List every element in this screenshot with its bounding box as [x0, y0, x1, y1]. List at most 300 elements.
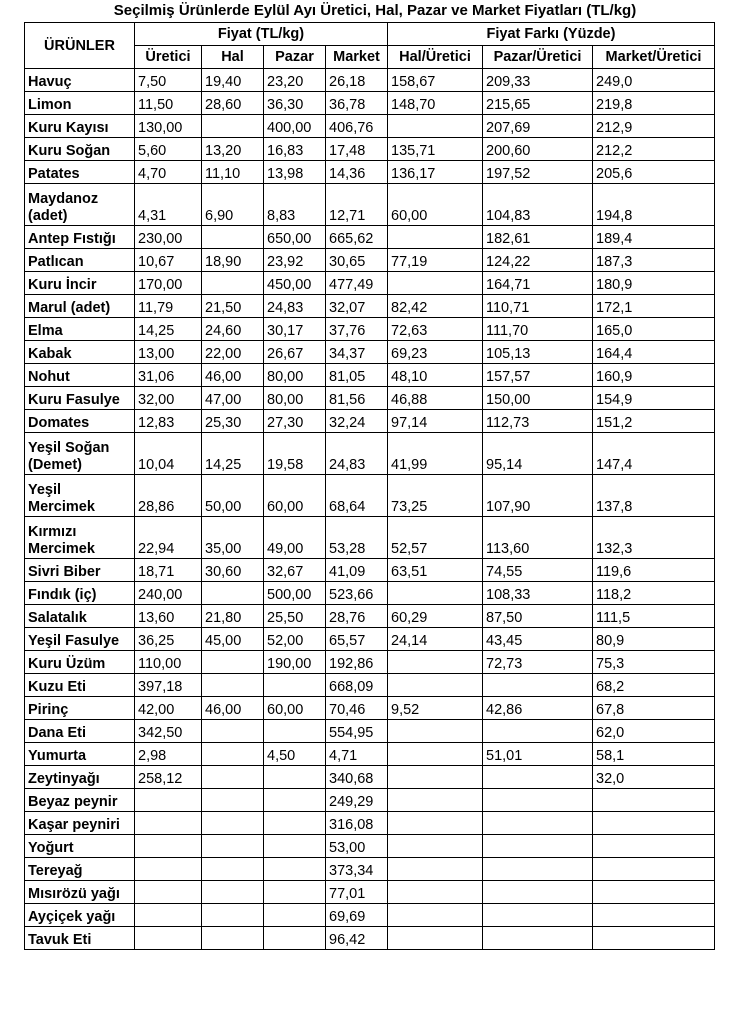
table-cell: 4,50: [264, 743, 326, 766]
product-name: Nohut: [25, 364, 135, 387]
table-row: [25, 433, 715, 475]
table-cell: [593, 789, 715, 812]
table-cell: 118,2: [593, 582, 715, 605]
table-cell: 72,63: [388, 318, 483, 341]
table-cell: [202, 789, 264, 812]
price-table: [24, 22, 715, 950]
table-cell: 113,60: [483, 517, 593, 559]
table-cell: 136,17: [388, 161, 483, 184]
table-cell: 53,00: [326, 835, 388, 858]
table-cell: 8,83: [264, 184, 326, 226]
table-cell: 164,4: [593, 341, 715, 364]
table-row: [25, 517, 715, 559]
table-cell: 182,61: [483, 226, 593, 249]
table-row: [25, 789, 715, 812]
table-cell: 10,67: [135, 249, 202, 272]
table-cell: 12,71: [326, 184, 388, 226]
table-cell: [264, 789, 326, 812]
product-name: Yoğurt: [25, 835, 135, 858]
table-row: [25, 184, 715, 226]
table-cell: 249,0: [593, 69, 715, 92]
table-cell: [202, 582, 264, 605]
table-cell: [202, 674, 264, 697]
table-cell: [483, 904, 593, 927]
product-name: Kuru Soğan: [25, 138, 135, 161]
table-cell: 164,71: [483, 272, 593, 295]
table-cell: 42,00: [135, 697, 202, 720]
table-cell: 157,57: [483, 364, 593, 387]
table-cell: 46,00: [202, 697, 264, 720]
table-cell: 316,08: [326, 812, 388, 835]
product-name: Yumurta: [25, 743, 135, 766]
table-cell: [202, 272, 264, 295]
table-cell: [483, 812, 593, 835]
table-cell: [483, 674, 593, 697]
table-cell: 50,00: [202, 475, 264, 517]
table-cell: [593, 927, 715, 950]
table-row: [25, 720, 715, 743]
table-row: [25, 812, 715, 835]
table-cell: [483, 789, 593, 812]
table-cell: 18,90: [202, 249, 264, 272]
table-cell: 18,71: [135, 559, 202, 582]
table-cell: 96,42: [326, 927, 388, 950]
table-cell: 30,17: [264, 318, 326, 341]
table-cell: 197,52: [483, 161, 593, 184]
table-cell: 41,99: [388, 433, 483, 475]
table-cell: 70,46: [326, 697, 388, 720]
table-cell: 28,86: [135, 475, 202, 517]
table-cell: [388, 582, 483, 605]
table-cell: 124,22: [483, 249, 593, 272]
table-cell: 209,33: [483, 69, 593, 92]
product-name: Kuru Kayısı: [25, 115, 135, 138]
table-cell: [388, 766, 483, 789]
table-cell: 11,79: [135, 295, 202, 318]
table-cell: [264, 881, 326, 904]
table-cell: 69,69: [326, 904, 388, 927]
table-cell: 158,67: [388, 69, 483, 92]
table-cell: 192,86: [326, 651, 388, 674]
table-cell: 10,04: [135, 433, 202, 475]
table-cell: [264, 766, 326, 789]
table-cell: 42,86: [483, 697, 593, 720]
table-cell: [202, 858, 264, 881]
table-row: [25, 364, 715, 387]
table-cell: 219,8: [593, 92, 715, 115]
table-cell: 200,60: [483, 138, 593, 161]
table-cell: 160,9: [593, 364, 715, 387]
table-cell: 25,30: [202, 410, 264, 433]
table-cell: 12,83: [135, 410, 202, 433]
header-products: ÜRÜNLER: [25, 23, 135, 69]
table-cell: 107,90: [483, 475, 593, 517]
table-cell: 340,68: [326, 766, 388, 789]
table-cell: 13,60: [135, 605, 202, 628]
header-group-diff: Fiyat Farkı (Yüzde): [388, 23, 715, 46]
table-cell: 32,67: [264, 559, 326, 582]
table-cell: 14,36: [326, 161, 388, 184]
table-row: [25, 341, 715, 364]
table-cell: [388, 743, 483, 766]
table-cell: 172,1: [593, 295, 715, 318]
header-pazar-uretici: Pazar/Üretici: [483, 46, 593, 69]
table-cell: 342,50: [135, 720, 202, 743]
product-name: Kuzu Eti: [25, 674, 135, 697]
table-cell: 23,92: [264, 249, 326, 272]
table-cell: 151,2: [593, 410, 715, 433]
product-name: Patates: [25, 161, 135, 184]
table-cell: 27,30: [264, 410, 326, 433]
table-cell: 13,20: [202, 138, 264, 161]
table-cell: 9,52: [388, 697, 483, 720]
table-cell: 32,00: [135, 387, 202, 410]
table-cell: 554,95: [326, 720, 388, 743]
table-row: [25, 387, 715, 410]
table-cell: 80,9: [593, 628, 715, 651]
table-cell: [388, 927, 483, 950]
table-cell: 7,50: [135, 69, 202, 92]
table-cell: 111,5: [593, 605, 715, 628]
table-cell: [202, 226, 264, 249]
header-pazar: Pazar: [264, 46, 326, 69]
table-cell: 130,00: [135, 115, 202, 138]
table-cell: 77,01: [326, 881, 388, 904]
table-cell: 26,67: [264, 341, 326, 364]
table-cell: [202, 812, 264, 835]
table-cell: [264, 904, 326, 927]
table-row: [25, 835, 715, 858]
table-cell: [202, 766, 264, 789]
product-name: Kabak: [25, 341, 135, 364]
table-cell: 32,07: [326, 295, 388, 318]
product-name: Pirinç: [25, 697, 135, 720]
table-row: [25, 766, 715, 789]
table-cell: 30,65: [326, 249, 388, 272]
product-name: Ayçiçek yağı: [25, 904, 135, 927]
table-cell: 105,13: [483, 341, 593, 364]
table-cell: 112,73: [483, 410, 593, 433]
table-cell: [264, 835, 326, 858]
table-cell: 46,88: [388, 387, 483, 410]
table-cell: 87,50: [483, 605, 593, 628]
table-cell: 13,00: [135, 341, 202, 364]
table-row: [25, 858, 715, 881]
table-cell: 187,3: [593, 249, 715, 272]
table-cell: [135, 881, 202, 904]
table-cell: 41,09: [326, 559, 388, 582]
table-cell: 46,00: [202, 364, 264, 387]
table-cell: 63,51: [388, 559, 483, 582]
table-cell: 52,00: [264, 628, 326, 651]
table-cell: [388, 272, 483, 295]
table-cell: 17,48: [326, 138, 388, 161]
table-cell: [135, 927, 202, 950]
table-cell: [593, 881, 715, 904]
table-cell: 43,45: [483, 628, 593, 651]
table-cell: 207,69: [483, 115, 593, 138]
header-row-groups: [25, 23, 715, 46]
table-cell: 37,76: [326, 318, 388, 341]
table-cell: 14,25: [135, 318, 202, 341]
table-cell: 205,6: [593, 161, 715, 184]
table-cell: 77,19: [388, 249, 483, 272]
table-row: [25, 927, 715, 950]
table-cell: 82,42: [388, 295, 483, 318]
table-cell: 31,06: [135, 364, 202, 387]
table-cell: 73,25: [388, 475, 483, 517]
table-row: [25, 249, 715, 272]
table-cell: 25,50: [264, 605, 326, 628]
table-cell: 80,00: [264, 364, 326, 387]
table-title: Seçilmiş Ürünlerde Eylül Ayı Üretici, Hal, Pazar ve Market Fiyatları (TL/kg): [113, 2, 637, 19]
table-cell: 523,66: [326, 582, 388, 605]
header-market: Market: [326, 46, 388, 69]
table-cell: 35,00: [202, 517, 264, 559]
product-name: Limon: [25, 92, 135, 115]
table-cell: 23,20: [264, 69, 326, 92]
product-name: Tavuk Eti: [25, 927, 135, 950]
table-cell: [388, 881, 483, 904]
table-cell: 60,00: [264, 475, 326, 517]
table-cell: 75,3: [593, 651, 715, 674]
table-cell: [388, 115, 483, 138]
table-cell: [593, 835, 715, 858]
table-cell: [202, 115, 264, 138]
product-name: Havuç: [25, 69, 135, 92]
table-cell: 135,71: [388, 138, 483, 161]
table-cell: 373,34: [326, 858, 388, 881]
table-cell: 24,83: [326, 433, 388, 475]
table-cell: [264, 720, 326, 743]
table-cell: [264, 812, 326, 835]
header-hal: Hal: [202, 46, 264, 69]
table-cell: 19,40: [202, 69, 264, 92]
table-cell: 400,00: [264, 115, 326, 138]
table-cell: 104,83: [483, 184, 593, 226]
table-row: [25, 559, 715, 582]
table-cell: 11,50: [135, 92, 202, 115]
table-cell: 194,8: [593, 184, 715, 226]
table-cell: 4,70: [135, 161, 202, 184]
table-cell: 26,18: [326, 69, 388, 92]
table-cell: 665,62: [326, 226, 388, 249]
table-cell: 81,56: [326, 387, 388, 410]
table-row: [25, 743, 715, 766]
product-name: Salatalık: [25, 605, 135, 628]
table-cell: 111,70: [483, 318, 593, 341]
product-name: Elma: [25, 318, 135, 341]
table-cell: [483, 927, 593, 950]
table-cell: 189,4: [593, 226, 715, 249]
table-cell: 110,00: [135, 651, 202, 674]
table-cell: 22,00: [202, 341, 264, 364]
table-cell: 450,00: [264, 272, 326, 295]
table-cell: 45,00: [202, 628, 264, 651]
product-name: Zeytinyağı: [25, 766, 135, 789]
table-cell: 68,2: [593, 674, 715, 697]
table-cell: 36,30: [264, 92, 326, 115]
table-cell: [388, 651, 483, 674]
table-cell: 51,01: [483, 743, 593, 766]
product-name: Kuru Üzüm: [25, 651, 135, 674]
header-group-price: Fiyat (TL/kg): [135, 23, 388, 46]
product-name: Kaşar peyniri: [25, 812, 135, 835]
table-cell: 68,64: [326, 475, 388, 517]
table-row: [25, 69, 715, 92]
table-cell: 74,55: [483, 559, 593, 582]
table-cell: 60,00: [388, 184, 483, 226]
table-cell: 147,4: [593, 433, 715, 475]
table-cell: 397,18: [135, 674, 202, 697]
table-cell: 180,9: [593, 272, 715, 295]
product-name: Patlıcan: [25, 249, 135, 272]
table-cell: 95,14: [483, 433, 593, 475]
table-cell: 65,57: [326, 628, 388, 651]
table-cell: [388, 858, 483, 881]
table-cell: [135, 904, 202, 927]
product-name: Maydanoz (adet): [25, 184, 135, 226]
header-market-uretici: Market/Üretici: [593, 46, 715, 69]
table-cell: 650,00: [264, 226, 326, 249]
table-cell: 477,49: [326, 272, 388, 295]
table-cell: 32,0: [593, 766, 715, 789]
table-cell: [135, 835, 202, 858]
table-cell: 53,28: [326, 517, 388, 559]
table-cell: [483, 720, 593, 743]
table-cell: [593, 858, 715, 881]
table-cell: [483, 766, 593, 789]
table-cell: 24,60: [202, 318, 264, 341]
table-cell: 28,60: [202, 92, 264, 115]
table-cell: 249,29: [326, 789, 388, 812]
table-cell: [135, 789, 202, 812]
product-name: Kuru Fasulye: [25, 387, 135, 410]
product-name: Beyaz peynir: [25, 789, 135, 812]
table-cell: [264, 927, 326, 950]
table-row: [25, 318, 715, 341]
table-cell: 230,00: [135, 226, 202, 249]
table-cell: 36,78: [326, 92, 388, 115]
table-cell: 4,71: [326, 743, 388, 766]
product-name: Yeşil Soğan (Demet): [25, 433, 135, 475]
table-cell: [264, 674, 326, 697]
table-cell: 150,00: [483, 387, 593, 410]
table-row: [25, 651, 715, 674]
product-name: Yeşil Mercimek: [25, 475, 135, 517]
table-cell: [388, 674, 483, 697]
table-row: [25, 605, 715, 628]
table-cell: 21,50: [202, 295, 264, 318]
table-cell: 97,14: [388, 410, 483, 433]
table-cell: 165,0: [593, 318, 715, 341]
product-name: Yeşil Fasulye: [25, 628, 135, 651]
table-row: [25, 138, 715, 161]
table-cell: [483, 835, 593, 858]
table-cell: [593, 812, 715, 835]
table-cell: 215,65: [483, 92, 593, 115]
table-cell: 154,9: [593, 387, 715, 410]
table-cell: 258,12: [135, 766, 202, 789]
table-cell: [483, 858, 593, 881]
product-name: Fındık (iç): [25, 582, 135, 605]
table-cell: 13,98: [264, 161, 326, 184]
table-cell: 49,00: [264, 517, 326, 559]
table-cell: 19,58: [264, 433, 326, 475]
table-cell: 108,33: [483, 582, 593, 605]
table-cell: 14,25: [202, 433, 264, 475]
product-name: Mısırözü yağı: [25, 881, 135, 904]
table-cell: [135, 858, 202, 881]
table-cell: [483, 881, 593, 904]
table-cell: [202, 904, 264, 927]
product-name: Tereyağ: [25, 858, 135, 881]
table-row: [25, 226, 715, 249]
table-cell: 406,76: [326, 115, 388, 138]
table-cell: 60,00: [264, 697, 326, 720]
table-row: [25, 161, 715, 184]
table-cell: 32,24: [326, 410, 388, 433]
table-cell: 24,83: [264, 295, 326, 318]
table-cell: [388, 904, 483, 927]
product-name: Kuru İncir: [25, 272, 135, 295]
table-cell: [202, 927, 264, 950]
table-cell: [202, 743, 264, 766]
table-cell: 190,00: [264, 651, 326, 674]
table-row: [25, 881, 715, 904]
table-cell: 137,8: [593, 475, 715, 517]
table-cell: 4,31: [135, 184, 202, 226]
table-cell: 170,00: [135, 272, 202, 295]
table-cell: [202, 881, 264, 904]
table-cell: [388, 812, 483, 835]
table-cell: [388, 720, 483, 743]
table-cell: 110,71: [483, 295, 593, 318]
table-cell: [264, 858, 326, 881]
table-cell: 24,14: [388, 628, 483, 651]
table-cell: 28,76: [326, 605, 388, 628]
table-cell: 81,05: [326, 364, 388, 387]
table-cell: 62,0: [593, 720, 715, 743]
table-row: [25, 115, 715, 138]
table-row: [25, 697, 715, 720]
table-cell: [202, 651, 264, 674]
table-row: [25, 475, 715, 517]
table-cell: 21,80: [202, 605, 264, 628]
table-cell: 72,73: [483, 651, 593, 674]
product-name: Sivri Biber: [25, 559, 135, 582]
table-cell: 2,98: [135, 743, 202, 766]
table-cell: 5,60: [135, 138, 202, 161]
table-cell: 52,57: [388, 517, 483, 559]
table-cell: 67,8: [593, 697, 715, 720]
table-row: [25, 674, 715, 697]
product-name: Domates: [25, 410, 135, 433]
product-name: Marul (adet): [25, 295, 135, 318]
header-hal-uretici: Hal/Üretici: [388, 46, 483, 69]
table-body: [25, 69, 715, 950]
table-cell: [135, 812, 202, 835]
table-cell: 30,60: [202, 559, 264, 582]
table-cell: [388, 835, 483, 858]
table-row: [25, 582, 715, 605]
table-cell: 36,25: [135, 628, 202, 651]
table-cell: 668,09: [326, 674, 388, 697]
table-row: [25, 295, 715, 318]
table-row: [25, 272, 715, 295]
table-cell: [202, 720, 264, 743]
table-cell: 60,29: [388, 605, 483, 628]
